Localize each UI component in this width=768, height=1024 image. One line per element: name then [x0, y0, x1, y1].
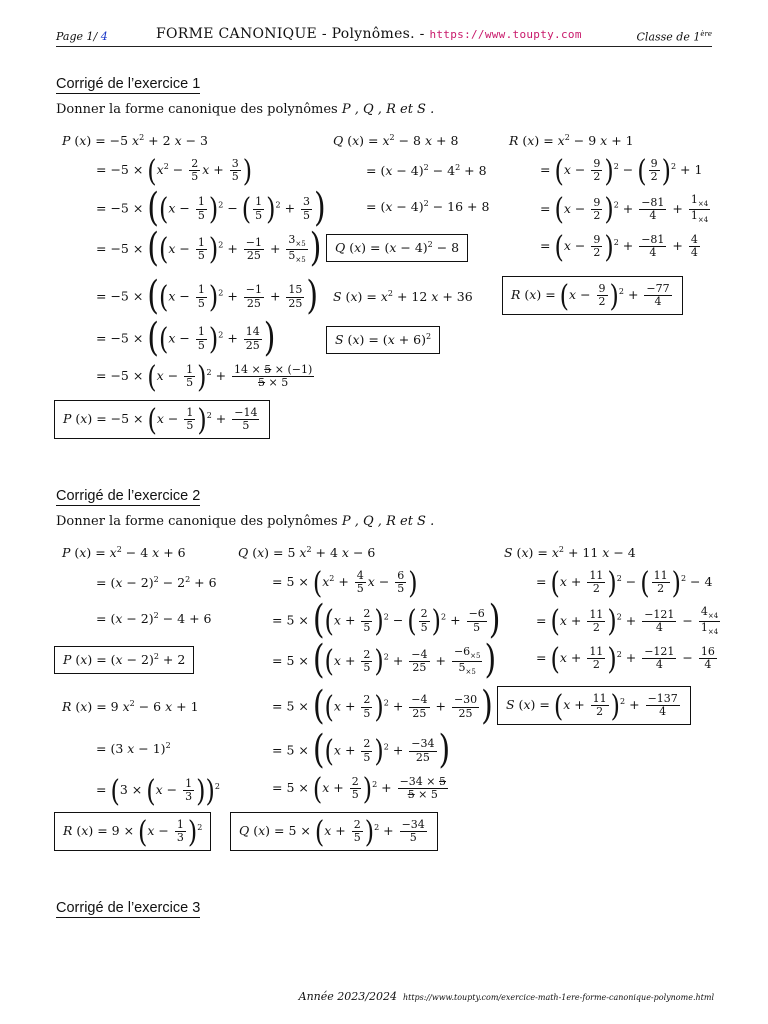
ex2-q-line-7: = 5 × (x + $\frac{2}{5}$ )$^2$ + $\frac{-34 \times 5}{5 \times 5}$	[272, 771, 447, 807]
exercise-1-instructions: Donner la forme canonique des polynômes P , Q , R et S .	[56, 102, 435, 117]
exercise-2-instructions: Donner la forme canonique des polynômes P , Q , R et S .	[56, 514, 435, 529]
ex1-p-line-3: = −5 × ((x − $\frac{1}{5}$ )$^2$ − ( $\frac{1}{5}$ )$^2$ + $\frac{3}{5}$ )	[96, 185, 326, 232]
ex2-p-line-3: = $(x - 2)^2 - 4 + 6$	[96, 611, 212, 627]
ex2-s-line-2: = (x + $\frac{11}{2}$ )$^2$ − ( $\frac{11}{2}$ )$^2$ − 4	[536, 565, 713, 601]
ex2-p-line-1: P $(x) = x^2 - 4$ x + 6	[62, 545, 186, 561]
header-url-link[interactable]: https://www.toupty.com	[429, 28, 582, 41]
document-title: FORME CANONIQUE - Polynômes. - https://www.toupty.com	[156, 26, 582, 42]
ex2-p-line-2: = $(x - 2)^2 - 2^2 + 6$	[96, 575, 217, 591]
ex2-r-line-1: R (x) = 9 $x^2 - 6$ x + 1	[62, 699, 199, 715]
ex1-r-result-box: R (x) = (x − $\frac{9}{2}$ )$^2$ + $\frac{-77}{4}$	[502, 276, 683, 315]
ex1-r-line-4: = (x − $\frac{9}{2}$ )$^2$ + $\frac{-81}{4}$ + $\frac{4}{4}$	[540, 229, 698, 265]
ex1-p-line-5: = −5 × ((x − $\frac{1}{5}$ )$^2$ + $\frac{-1}{25}$ + $\frac{15}{25}$ )	[96, 273, 319, 320]
ex1-r-line-2: = (x − $\frac{9}{2}$ )$^2$ − ( $\frac{9}{2}$ )$^2$ + 1	[540, 153, 703, 189]
exercise-2-title: Corrigé de l’exercice 2	[56, 488, 201, 504]
page-total-link[interactable]: 4	[100, 30, 108, 43]
ex1-q-line-2: = $(x - 4)^2 - 4^2 + 8$	[366, 163, 487, 179]
ex1-p-line-1: P (x) = −5 $x^2 + 2$ x − 3	[62, 133, 208, 149]
ex2-p-result-box: P $(x) = (x - 2)^2 + 2$	[54, 646, 194, 674]
ex1-r-line-3: = (x − $\frac{9}{2}$ )$^2$ + $\frac{-81}{4}$ + $\frac{1_{\times 4}}{1_{\times 4}}$	[540, 191, 709, 227]
class-level: Classe de 1ère	[636, 30, 712, 44]
school-year: Année 2023/2024	[298, 990, 397, 1003]
ex2-q-result-box: Q (x) = 5 × (x + $\frac{2}{5}$ )$^2$ + $\frac{-34}{5}$	[230, 812, 438, 851]
exercise-1-title: Corrigé de l’exercice 1	[56, 76, 201, 92]
page-header	[56, 26, 712, 47]
ex2-q-line-3: = 5 × ((x + $\frac{2}{5}$ )$^2$ − ( $\frac{2}{5}$ )$^2$ + $\frac{-6}{5}$ )	[272, 597, 501, 644]
ex1-q-line-3: = $(x - 4)^2 - 16 + 8$	[366, 199, 490, 215]
ex1-p-line-4: = −5 × ((x − $\frac{1}{5}$ )$^2$ + $\frac{-1}{25}$ + $\frac{3_{\times 5}}{5_{\times 5}}$ )	[96, 225, 322, 272]
ex1-q-result-box: Q $(x) = (x - 4)^2 - 8$	[326, 234, 468, 262]
footer-url-link[interactable]: https://www.toupty.com/exercice-math-1ere-forme-canonique-polynome.html	[402, 993, 714, 1002]
ex2-q-line-2: = $5 \times (x^2$ + $\frac{4}{5}$ x − $\frac{6}{5}$ )	[272, 565, 418, 601]
ex1-p-line-6: = −5 × ((x − $\frac{1}{5}$ )$^2$ + $\frac{14}{25}$ )	[96, 315, 276, 362]
ex2-s-line-3: = (x + $\frac{11}{2}$ )$^2$ + $\frac{-121}{4}$ − $\frac{4_{\times 4}}{1_{\times 4}}$	[536, 603, 719, 639]
ex2-s-line-4: = (x + $\frac{11}{2}$ )$^2$ + $\frac{-121}{4}$ − $\frac{16}{4}$	[536, 641, 715, 677]
ex1-q-line-1: Q $(x) = x^2 - 8$ x + 8	[333, 133, 459, 149]
ex1-p-line-2: = $-5 \times (x^2$ − $\frac{2}{5}$ x + $\frac{3}{5}$ )	[96, 153, 253, 189]
page-footer	[299, 990, 714, 1003]
ex2-r-line-3: = (3 × (x − $\frac{1}{3}$ ))$^2$	[96, 773, 220, 809]
exercise-3-title: Corrigé de l’exercice 3	[56, 900, 201, 916]
ex2-q-line-1: Q (x) = 5 $x^2 + 4$ x − 6	[238, 545, 376, 561]
ex2-q-line-6: = 5 × ((x + $\frac{2}{5}$ )$^2$ + $\frac{-34}{25}$ )	[272, 727, 451, 774]
ex2-q-line-5: = 5 × ((x + $\frac{2}{5}$ )$^2$ + $\frac{-4}{25}$ + $\frac{-30}{25}$ )	[272, 683, 493, 730]
page-number: Page 1/ 4	[56, 30, 108, 43]
ex1-r-line-1: R $(x) = x^2 - 9$ x + 1	[509, 133, 634, 149]
ex1-s-line-1: S $(x) = x^2 + 12$ x + 36	[333, 289, 473, 305]
ex2-q-line-4: = 5 × ((x + $\frac{2}{5}$ )$^2$ + $\frac{-4}{25}$ + $\frac{-6_{\times 5}}{5_{\times 5}}$ )	[272, 637, 497, 684]
ex2-r-line-2: = (3 x − 1)$^2$	[96, 741, 171, 757]
ex1-p-line-7: = −5 × (x − $\frac{1}{5}$ )$^2$ + $\frac{14 \times 5 \times (-1)}{5 \times 5}$	[96, 359, 313, 395]
ex2-s-result-box: S (x) = (x + $\frac{11}{2}$ )$^2$ + $\frac{-137}{4}$	[497, 686, 691, 725]
ex1-p-result-box: P (x) = −5 × (x − $\frac{1}{5}$ )$^2$ + $\frac{-14}{5}$	[54, 400, 270, 439]
ex1-s-result-box: S $(x) = (x + 6)^2$	[326, 326, 440, 354]
ex2-s-line-1: S $(x) = x^2 + 11$ x − 4	[504, 545, 636, 561]
ex2-r-result-box: R (x) = 9 × (x − $\frac{1}{3}$ )$^2$	[54, 812, 211, 851]
